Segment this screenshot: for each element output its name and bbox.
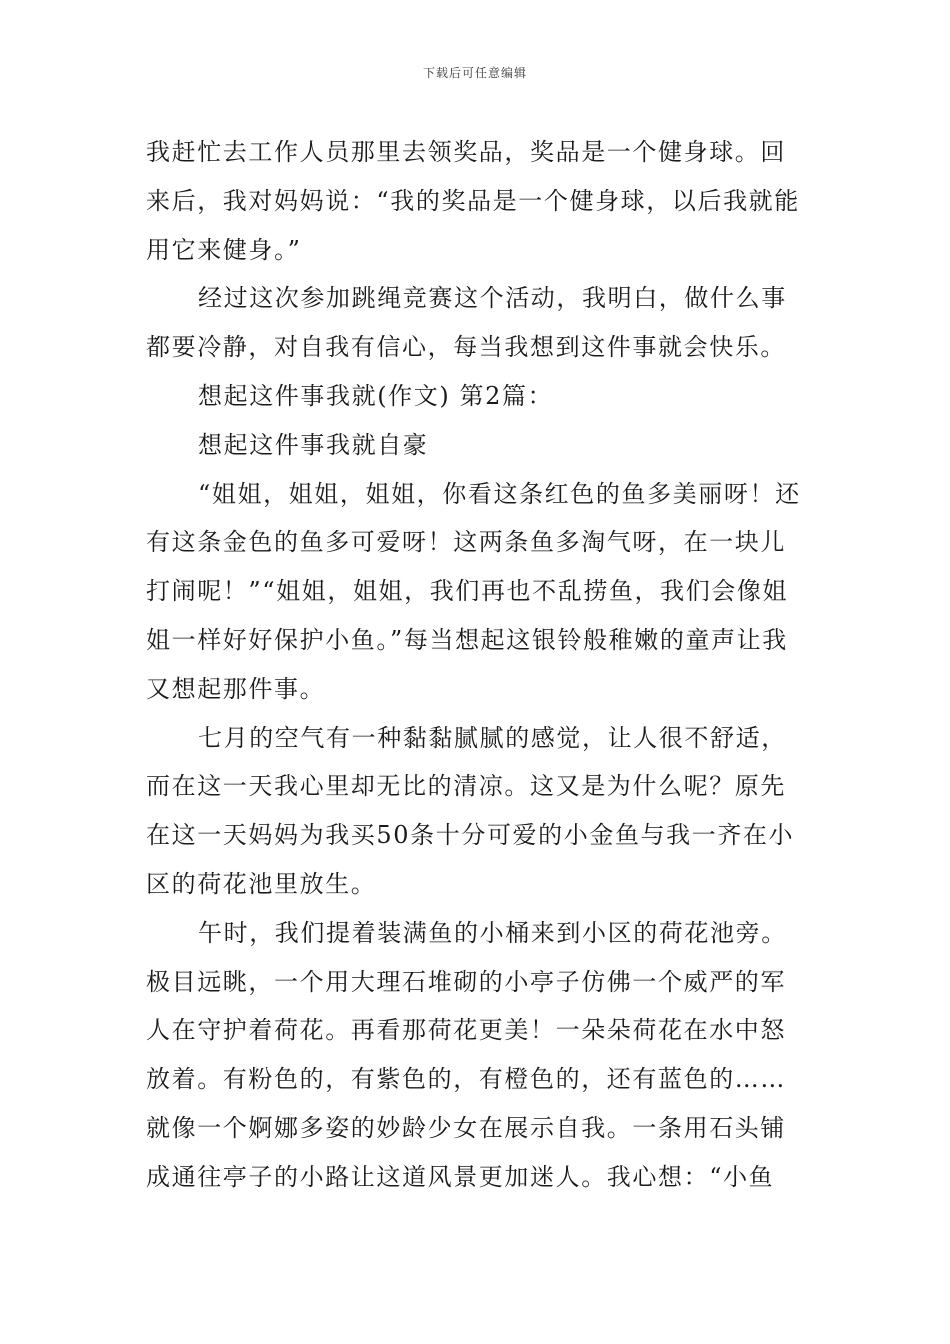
paragraph-5: 午时，我们提着装满鱼的小桶来到小区的荷花池旁。极目远眺，一个用大理石堆砌的小亭子仿佛一个威严的军人在守护着荷花。再看那荷花更美！一朵朵荷花在水中怒放着。有粉色的，有紫色的，有橙色的，还有蓝色的……就像一个婀娜多姿的妙龄少女在展示自我。一条用石头铺成通往亭子的小路让这道风景更加迷人。我心想：“小鱼: [146, 918, 787, 1191]
page-header: 下载后可任意编辑: [422, 66, 527, 80]
essay-title: 想起这件事我就自豪: [198, 430, 429, 459]
paragraph-3: “姐姐，姐姐，姐姐，你看这条红色的鱼多美丽呀！还有这条金色的鱼多可爱呀！这两条鱼多淘气呀，在一块儿打闹呢！”“姐姐，姐姐，我们再也不乱捞鱼，我们会像姐姐一样好好保护小鱼。”每当想起这银铃般稚嫩的童声让我又想起那件事。: [146, 479, 801, 703]
paragraph-4: 七月的空气有一种黏黏腻腻的感觉，让人很不舒适，而在这一天我心里却无比的清凉。这又是为什么呢？原先在这一天妈妈为我买50条十分可爱的小金鱼与我一齐在小区的荷花池里放生。: [146, 723, 795, 898]
paragraph-2: 经过这次参加跳绳竞赛这个活动，我明白，做什么事都要冷静，对自我有信心，每当我想到这件事就会快乐。: [146, 284, 787, 362]
document-body: [146, 128, 806, 1202]
paragraph-1: 我赶忙去工作人员那里去领奖品，奖品是一个健身球。回来后，我对妈妈说：“我的奖品是一个健身球，以后我就能用它来健身。”: [146, 138, 800, 264]
section-heading: 想起这件事我就(作文) 第2篇：: [198, 381, 554, 410]
